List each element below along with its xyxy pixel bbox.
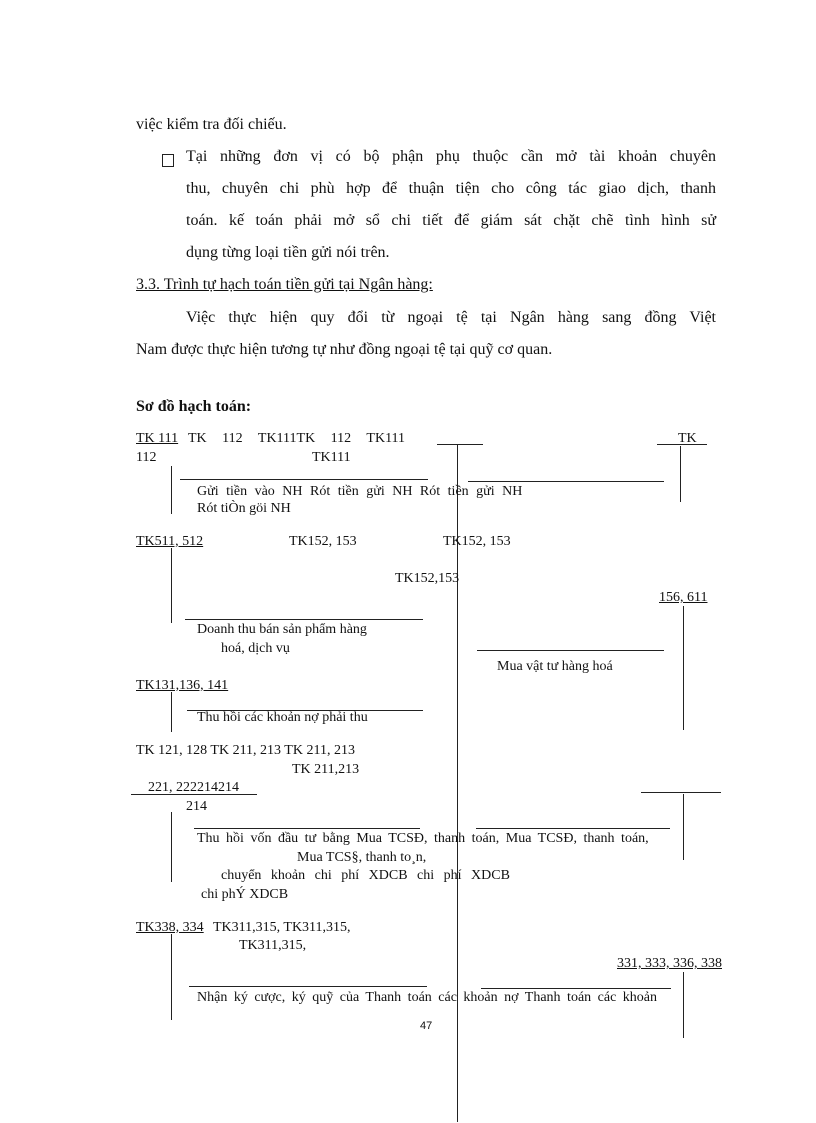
account-underline	[641, 792, 721, 793]
flow-description: chi phÝ XDCB	[201, 887, 289, 902]
bullet-box-icon	[162, 154, 174, 167]
account-t-line	[680, 446, 681, 502]
text-line: việc kiểm tra đối chiếu.	[136, 116, 287, 133]
bullet-text-line: thu, chuyên chi phù hợp để thuận tiện cho công tác giao dịch, thanh	[186, 180, 716, 197]
bullet-text-line: toán. kế toán phải mở sổ chi tiết để giám sát chặt chẽ tình hình sử	[186, 212, 716, 229]
account-label: TK 111	[136, 431, 179, 446]
account-label: TK 121, 128 TK 211, 213 TK 211, 213	[136, 743, 355, 758]
bullet-text-line: Tại những đơn vị có bộ phận phụ thuộc cần mở tài khoản chuyên	[186, 148, 716, 165]
paragraph-line: Nam được thực hiện tương tự như đồng ngoại tệ tại quỹ cơ quan.	[136, 341, 553, 358]
account-label: 214	[186, 799, 207, 814]
account-t-line	[171, 692, 172, 732]
flow-arrow-line	[481, 988, 671, 989]
account-label: TK311,315, TK311,315,	[213, 920, 351, 935]
account-t-line	[683, 794, 684, 860]
account-label: TK311,315,	[239, 938, 307, 953]
account-label: TK338, 334	[136, 920, 204, 935]
flow-description: Doanh thu bán sản phẩm hàng	[197, 622, 367, 637]
account-label: TK152,153	[395, 571, 460, 586]
account-label-right: 156, 611	[659, 590, 708, 605]
flow-description: Mua TCS§, thanh to¸n,	[297, 850, 427, 865]
account-t-line	[683, 972, 684, 1038]
account-t-line	[171, 466, 172, 514]
flow-arrow-line	[477, 650, 664, 651]
flow-arrow-line	[194, 828, 420, 829]
section-heading: 3.3. Trình tự hạch toán tiền gửi tại Ngân hàng:	[136, 276, 433, 293]
account-label-right: TK	[678, 431, 697, 446]
page-number: 47	[420, 1020, 433, 1032]
flow-description: Rót tiÒn göi NH	[197, 501, 291, 516]
flow-description: Mua vật tư hàng hoá	[497, 659, 613, 674]
paragraph-line: Việc thực hiện quy đổi từ ngoại tệ tại Ngân hàng sang đồng Việt	[186, 309, 716, 326]
flow-arrow-line	[185, 619, 423, 620]
flow-arrow-line	[189, 986, 427, 987]
flow-description: Thu hồi các khoản nợ phải thu	[197, 710, 368, 725]
account-label: TK152, 153	[443, 534, 511, 549]
account-t-line	[683, 606, 684, 730]
account-label: TK 112 TK111TK 112 TK111	[188, 431, 406, 446]
flow-description: Thu hồi vốn đầu tư bằng Mua TCSĐ, thanh toán, Mua TCSĐ, thanh toán,	[197, 831, 649, 846]
flow-arrow-line	[468, 481, 664, 482]
account-t-line	[171, 812, 172, 882]
account-underline	[437, 444, 483, 445]
account-label: TK 211,213	[292, 762, 360, 777]
account-t-line	[171, 548, 172, 623]
account-label: 112	[136, 450, 157, 465]
flow-description: chuyển khoản chi phí XDCB chi phí XDCB	[221, 868, 510, 883]
bullet-text-line: dụng từng loại tiền gửi nói trên.	[186, 244, 390, 261]
flow-description: hoá, dịch vụ	[221, 641, 290, 656]
account-label: TK152, 153	[289, 534, 357, 549]
account-label: TK111	[312, 450, 351, 465]
account-label-right: 331, 333, 336, 338	[617, 956, 722, 971]
flow-arrow-line	[476, 828, 670, 829]
account-t-line	[171, 934, 172, 1020]
account-label: TK511, 512	[136, 534, 204, 549]
flow-description: Nhận ký cược, ký quỹ của Thanh toán các khoản nợ Thanh toán các khoản	[197, 990, 658, 1005]
flow-arrow-line	[180, 479, 428, 480]
diagram-title: Sơ đồ hạch toán:	[136, 398, 252, 415]
flow-description: Gửi tiền vào NH Rót tiền gửi NH Rót tiền gửi NH	[197, 484, 523, 499]
account-label: TK131,136, 141	[136, 678, 229, 693]
account-label: 221, 222214214	[148, 780, 239, 795]
